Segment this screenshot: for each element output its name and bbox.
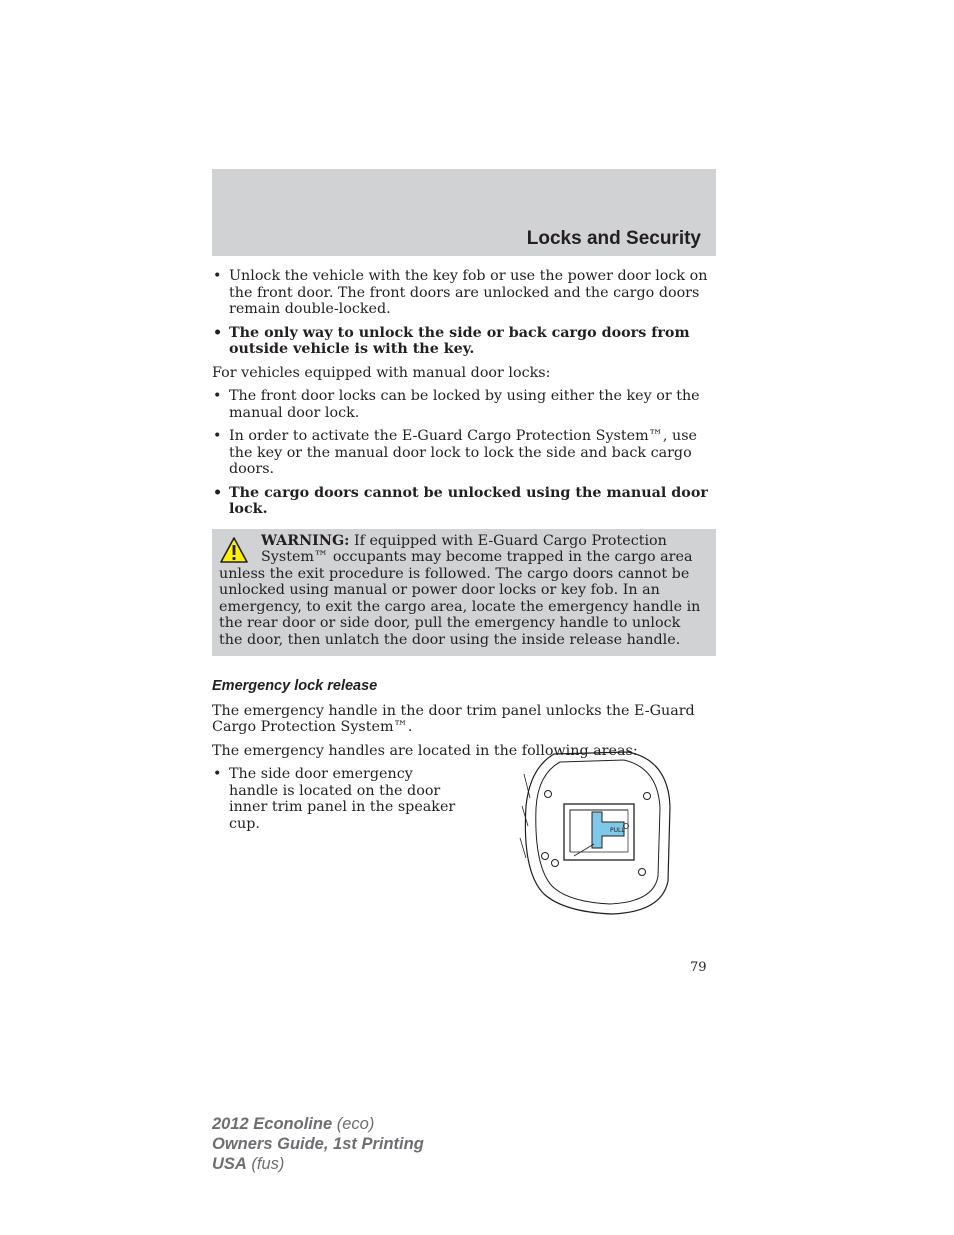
footer-model: 2012 Econoline [212, 1115, 333, 1133]
bullet-text: The only way to unlock the side or back cargo doors from outside vehicle is with the key. [229, 324, 690, 357]
section-header-bar [212, 169, 716, 256]
door-speaker-cup-illustration [516, 746, 676, 916]
bullet-text: Unlock the vehicle with the key fob or use the power door lock on the front door. The front doors are unlocked and the cargo doors remain double-locked. [229, 268, 708, 317]
emergency-locations-paragraph: The emergency handles are located in the following areas: [212, 742, 638, 759]
bullet-item [212, 268, 716, 318]
bullet-item [212, 428, 716, 478]
bullet-text: The front door locks can be locked by using either the key or the manual door lock. [229, 388, 700, 421]
footer-market-code: (fus) [246, 1155, 285, 1173]
bullet-dot: • [213, 766, 222, 782]
bullet-dot: • [213, 484, 223, 501]
bullet-text: The cargo doors cannot be unlocked using the manual door lock. [229, 484, 708, 517]
warning-triangle-icon [219, 536, 249, 564]
bullet-item [212, 766, 459, 832]
footer-line-model [212, 1114, 424, 1134]
page-number: 79 [690, 960, 707, 975]
bullet-text: The side door emergency handle is located on the door inner trim panel in the speaker cup. [229, 766, 456, 832]
footer-model-code: (eco) [332, 1115, 375, 1133]
footer-line-market [212, 1154, 424, 1174]
document-footer [212, 1114, 424, 1174]
bullet-dot: • [213, 428, 222, 444]
emergency-handle-paragraph: The emergency handle in the door trim panel unlocks the E-Guard Cargo Protection System™. [212, 702, 695, 735]
bullet-dot: • [213, 388, 222, 404]
bullet-dot: • [213, 324, 223, 341]
bullet-text: In order to activate the E-Guard Cargo Protection System™, use the key or the manual door lock to lock the side and back cargo doors. [229, 428, 698, 477]
footer-edition: Owners Guide, 1st Printing [212, 1135, 424, 1153]
section-heading: Emergency lock release [212, 678, 378, 694]
bullet-item [212, 485, 716, 518]
section-title: Locks and Security [526, 228, 701, 249]
manual-locks-intro: For vehicles equipped with manual door locks: [212, 364, 551, 381]
footer-market: USA [212, 1155, 247, 1173]
warning-box [212, 529, 716, 657]
pull-label: PULL [610, 827, 625, 834]
bullet-item [212, 388, 716, 421]
bullet-item [212, 325, 716, 358]
bullet-dot: • [213, 268, 222, 284]
warning-text: If equipped with E-Guard Cargo Protection System™ occupants may become trapped in the cargo area unless the exit procedure is followed. The cargo doors cannot be unlocked using manual or power door locks or key fob. In an emergency, to exit the cargo area, locate the emergency handle in the rear door or side door, pull the emergency handle to unlock the door, then unlatch the door using the inside release handle. [219, 532, 701, 648]
warning-label: WARNING: [261, 532, 350, 549]
